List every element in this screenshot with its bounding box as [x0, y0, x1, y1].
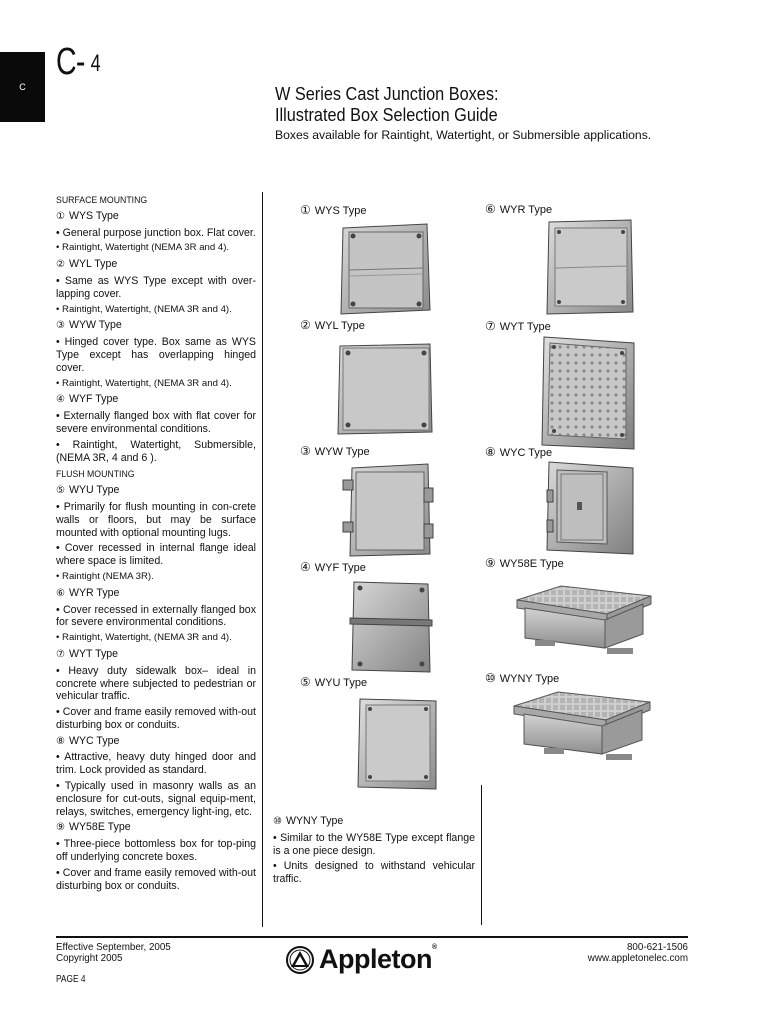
- item-bullet: • General purpose junction box. Flat cover.: [56, 226, 256, 239]
- product-label-wyf: [300, 560, 366, 574]
- product-type: WYR Type: [499, 204, 553, 216]
- item-bullet: • Cover recessed in internal flange ideal where space is limited.: [56, 542, 256, 568]
- item-rating: • Raintight, Watertight (NEMA 3R and 4).: [56, 242, 230, 254]
- item-bullet: • Externally flanged box with flat cover for severe environmental conditions.: [56, 410, 256, 435]
- page-title: [275, 83, 498, 125]
- item-number: ①: [56, 210, 65, 222]
- item-wyw: [56, 319, 256, 390]
- wyf-box-image: [348, 578, 433, 676]
- item-type: WYL Type: [68, 258, 118, 271]
- item-rating: • Raintight, Watertight, (NEMA 3R and 4).: [56, 377, 232, 389]
- page-subtitle: Boxes available for Raintight, Watertight, or Submersible applications.: [275, 128, 652, 142]
- phone-number: 800-621-1506: [626, 942, 688, 953]
- item-number: ⑧: [56, 735, 65, 747]
- product-type: WYNY Type: [499, 673, 560, 685]
- notes-number: ⑩: [273, 816, 282, 827]
- item-rating: • Raintight, Watertight, (NEMA 3R and 4).: [56, 632, 232, 644]
- item-wyt: [56, 648, 256, 732]
- item-number: ⑤: [56, 485, 65, 497]
- product-number: ⑦: [485, 319, 496, 333]
- item-bullet: • Cover and frame easily removed with-out disturbing box or conduits.: [56, 866, 256, 892]
- item-type: WYT Type: [68, 647, 119, 660]
- item-bullet: • Raintight, Watertight, Submersible, (NEMA 3R, 4 and 6 ).: [56, 438, 256, 464]
- footer-right: [588, 942, 688, 964]
- item-type: WYW Type: [68, 319, 122, 332]
- product-label-wyt: [485, 319, 551, 333]
- item-wy58e: [56, 821, 256, 892]
- item-wys: [56, 210, 256, 255]
- wyt-box-image: [540, 335, 638, 453]
- product-type: WYS Type: [314, 205, 367, 217]
- column-divider: [262, 192, 263, 927]
- wyl-box-image: [335, 338, 435, 438]
- wyny-box-image: [510, 690, 655, 768]
- wyc-box-image: [545, 460, 637, 556]
- section-letter: C-: [56, 41, 85, 83]
- item-wyc: [56, 735, 256, 819]
- item-bullet: • Same as WYS Type except with over-lapping cover.: [56, 274, 256, 300]
- item-type: WYS Type: [68, 209, 119, 222]
- product-label-wyny: [485, 671, 559, 685]
- item-bullet: • Typically used in masonry walls as an enclosure for cut-outs, signal equip-ment, relays, switches, emergency light-ing, etc.: [56, 780, 256, 818]
- section-tab: [0, 52, 45, 122]
- item-number: ⑥: [56, 587, 65, 599]
- effective-date: Effective September, 2005: [56, 942, 171, 953]
- notes-type: WYNY Type: [285, 815, 344, 827]
- surface-mounting-heading: SURFACE MOUNTING: [56, 195, 148, 205]
- notes-bullet: • Similar to the WY58E Type except flange is a one piece design.: [273, 831, 475, 857]
- item-type: WYF Type: [68, 393, 119, 406]
- item-wyf: [56, 393, 256, 464]
- product-number: ⑤: [300, 675, 311, 689]
- section-number: [56, 42, 100, 84]
- product-number: ②: [300, 318, 311, 332]
- item-bullet: • Hinged cover type. Box same as WYS Type except has overlapping hinged cover.: [56, 336, 256, 374]
- column-divider: [481, 785, 482, 925]
- page-number: PAGE 4: [56, 974, 86, 985]
- product-type: WYF Type: [314, 562, 366, 574]
- product-label-wy58e: [485, 556, 564, 570]
- left-column: [56, 194, 256, 895]
- product-number: ⑥: [485, 202, 496, 216]
- footer-left: [56, 942, 171, 964]
- section-tab-label: C: [19, 82, 26, 92]
- product-type: WYL Type: [314, 320, 365, 332]
- product-label-wyr: [485, 202, 552, 216]
- item-type: WY58E Type: [68, 821, 131, 834]
- footer-rule: [56, 936, 688, 938]
- product-type: WYT Type: [499, 321, 551, 333]
- wyny-notes: [273, 815, 475, 889]
- item-wyu: [56, 484, 256, 584]
- title-line-2: Illustrated Box Selection Guide: [275, 104, 498, 125]
- wyu-box-image: [356, 695, 440, 791]
- product-number: ④: [300, 560, 311, 574]
- item-bullet: • Three-piece bottomless box for top-ping off underlying concrete boxes.: [56, 838, 256, 864]
- brand-text: Appleton: [319, 944, 432, 974]
- item-rating: • Raintight, Watertight, (NEMA 3R and 4).: [56, 303, 232, 315]
- item-number: ②: [56, 259, 65, 271]
- wyw-box-image: [340, 460, 435, 560]
- registered-mark: ®: [431, 944, 437, 951]
- item-bullet: • Attractive, heavy duty hinged door and trim. Lock provided as standard.: [56, 751, 256, 777]
- item-bullet: • Primarily for flush mounting in con-crete walls or floors, but may be surface mounted with optional mounting lugs.: [56, 500, 256, 539]
- product-type: WYU Type: [314, 677, 368, 689]
- item-number: ⑦: [56, 648, 65, 660]
- item-wyr: [56, 587, 256, 645]
- item-type: WYU Type: [68, 484, 120, 497]
- product-number: ⑧: [485, 445, 496, 459]
- product-label-wyl: [300, 318, 365, 332]
- item-wyl: [56, 258, 256, 316]
- product-number: ⑩: [485, 671, 496, 685]
- product-number: ⑨: [485, 556, 496, 570]
- appleton-logo-icon: [285, 945, 315, 975]
- item-bullet: • Cover recessed in externally flanged box for severe environmental conditions.: [56, 603, 256, 629]
- section-page-number: 4: [90, 49, 100, 77]
- flush-mounting-heading: FLUSH MOUNTING: [56, 469, 135, 480]
- item-type: WYC Type: [68, 734, 120, 747]
- product-label-wyw: [300, 444, 370, 458]
- item-type: WYR Type: [68, 586, 120, 599]
- product-type: WYW Type: [314, 446, 370, 458]
- wys-box-image: [335, 218, 435, 318]
- product-label-wys: [300, 203, 367, 217]
- wyr-box-image: [545, 218, 635, 316]
- title-line-1: W Series Cast Junction Boxes:: [275, 83, 499, 104]
- item-bullet: • Cover and frame easily removed with-out disturbing box or conduits.: [56, 706, 256, 731]
- item-bullet: • Heavy duty sidewalk box– ideal in concrete where subjected to pedestrian or vehicular traffic.: [56, 664, 256, 703]
- product-label-wyu: [300, 675, 367, 689]
- appleton-logo: [285, 944, 437, 975]
- product-number: ③: [300, 444, 311, 458]
- wy58e-box-image: [515, 582, 655, 662]
- copyright: Copyright 2005: [56, 953, 123, 964]
- item-number: ④: [56, 394, 65, 406]
- product-type: WY58E Type: [499, 558, 564, 570]
- item-rating: • Raintight (NEMA 3R).: [56, 570, 154, 582]
- item-number: ③: [56, 320, 65, 332]
- website-link: www.appletonelec.com: [587, 953, 688, 964]
- product-type: WYC Type: [499, 447, 553, 459]
- product-number: ①: [300, 203, 311, 217]
- item-number: ⑨: [56, 822, 65, 834]
- brand-name: [319, 944, 437, 975]
- notes-bullet: • Units designed to withstand vehicular traffic.: [273, 860, 475, 886]
